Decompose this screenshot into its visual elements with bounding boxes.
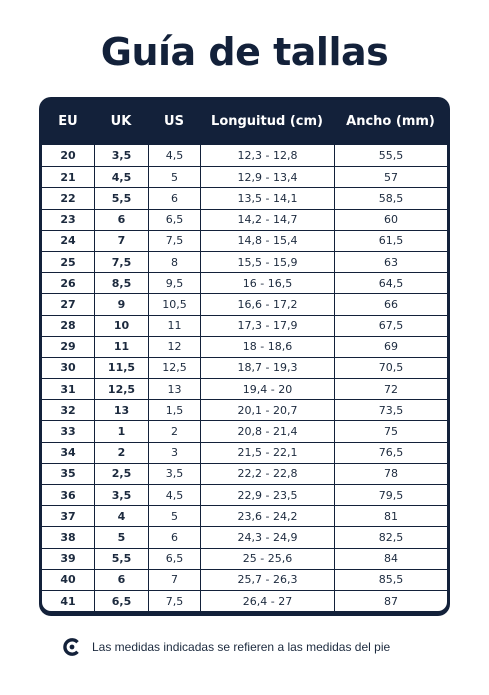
- cell-us: 8: [148, 252, 200, 272]
- cell-eu: 39: [60, 552, 76, 566]
- cell-length: 16 - 16,5: [200, 273, 334, 293]
- cell-eu: 31: [60, 382, 76, 396]
- cell-eu: 33: [60, 425, 76, 439]
- cell-eu: 36: [60, 488, 76, 502]
- cell-eu: 38: [60, 530, 76, 544]
- cell-us: 5: [148, 506, 200, 526]
- cell-length: 13,5 - 14,1: [200, 188, 334, 208]
- cell-eu: 26: [60, 276, 76, 290]
- cell-uk: 11,5: [94, 358, 148, 378]
- cell-us: 13: [148, 379, 200, 399]
- cell-width: 64,5: [334, 273, 447, 293]
- table-row: [42, 357, 447, 378]
- cell-uk: 6: [94, 570, 148, 590]
- cell-eu: 29: [60, 340, 76, 354]
- cell-uk: 8,5: [94, 273, 148, 293]
- cell-eu: 30: [60, 361, 76, 375]
- cell-length: 21,5 - 22,1: [200, 443, 334, 463]
- cell-width: 85,5: [334, 570, 447, 590]
- cell-uk: 2: [94, 443, 148, 463]
- header-us: US: [164, 113, 184, 129]
- table-row: [42, 230, 447, 251]
- table-row: [42, 187, 447, 208]
- header-length: Longuitud (cm): [211, 113, 323, 129]
- cell-uk: 3,5: [94, 145, 148, 166]
- cell-length: 12,3 - 12,8: [200, 145, 334, 166]
- cell-length: 14,8 - 15,4: [200, 231, 334, 251]
- cell-eu: 32: [60, 403, 76, 417]
- brand-c-icon: [62, 637, 82, 657]
- cell-eu: 41: [60, 594, 76, 608]
- cell-eu: 21: [60, 170, 76, 184]
- cell-uk: 2,5: [94, 464, 148, 484]
- cell-eu: 28: [60, 319, 76, 333]
- footer-text: Las medidas indicadas se refieren a las medidas del pie: [92, 640, 391, 654]
- cell-eu: 35: [60, 467, 76, 481]
- cell-width: 70,5: [334, 358, 447, 378]
- table-row: [42, 166, 447, 187]
- cell-uk: 11: [94, 337, 148, 357]
- table-row: [42, 442, 447, 463]
- cell-width: 63: [334, 252, 447, 272]
- cell-width: 67,5: [334, 316, 447, 336]
- table-row: [42, 315, 447, 336]
- cell-eu: 22: [60, 191, 76, 205]
- table-row: [42, 336, 447, 357]
- cell-width: 76,5: [334, 443, 447, 463]
- cell-us: 1,5: [148, 400, 200, 420]
- cell-us: 4,5: [148, 145, 200, 166]
- cell-width: 69: [334, 337, 447, 357]
- cell-us: 3,5: [148, 464, 200, 484]
- size-table: [39, 97, 450, 616]
- cell-uk: 5,5: [94, 188, 148, 208]
- cell-us: 11: [148, 316, 200, 336]
- table-row: [42, 590, 447, 611]
- cell-us: 12,5: [148, 358, 200, 378]
- cell-us: 10,5: [148, 294, 200, 314]
- cell-eu: 37: [60, 509, 76, 523]
- cell-length: 18 - 18,6: [200, 337, 334, 357]
- cell-width: 58,5: [334, 188, 447, 208]
- cell-us: 2: [148, 421, 200, 441]
- header-eu: EU: [58, 113, 78, 129]
- cell-eu: 25: [60, 255, 76, 269]
- footer-note: [62, 637, 390, 657]
- cell-width: 84: [334, 549, 447, 569]
- cell-us: 6,5: [148, 210, 200, 230]
- cell-eu: 34: [60, 446, 76, 460]
- cell-width: 78: [334, 464, 447, 484]
- cell-uk: 5: [94, 527, 148, 547]
- cell-us: 6,5: [148, 549, 200, 569]
- cell-us: 12: [148, 337, 200, 357]
- cell-us: 5: [148, 167, 200, 187]
- cell-uk: 13: [94, 400, 148, 420]
- cell-eu: 40: [60, 573, 76, 587]
- cell-width: 55,5: [334, 145, 447, 166]
- table-row: [42, 145, 447, 166]
- cell-width: 57: [334, 167, 447, 187]
- cell-us: 7,5: [148, 231, 200, 251]
- cell-width: 79,5: [334, 485, 447, 505]
- cell-uk: 1: [94, 421, 148, 441]
- cell-uk: 6: [94, 210, 148, 230]
- table-row: [42, 251, 447, 272]
- page-title: Guía de tallas: [100, 30, 389, 74]
- cell-length: 19,4 - 20: [200, 379, 334, 399]
- table-row: [42, 526, 447, 547]
- cell-uk: 7: [94, 231, 148, 251]
- cell-length: 23,6 - 24,2: [200, 506, 334, 526]
- cell-length: 16,6 - 17,2: [200, 294, 334, 314]
- cell-uk: 7,5: [94, 252, 148, 272]
- cell-uk: 5,5: [94, 549, 148, 569]
- cell-length: 25 - 25,6: [200, 549, 334, 569]
- cell-us: 7: [148, 570, 200, 590]
- table-header: [42, 97, 447, 145]
- cell-length: 20,1 - 20,7: [200, 400, 334, 420]
- cell-width: 66: [334, 294, 447, 314]
- cell-width: 81: [334, 506, 447, 526]
- cell-width: 87: [334, 591, 447, 611]
- table-row: [42, 378, 447, 399]
- cell-width: 75: [334, 421, 447, 441]
- cell-length: 12,9 - 13,4: [200, 167, 334, 187]
- cell-uk: 4: [94, 506, 148, 526]
- cell-uk: 10: [94, 316, 148, 336]
- cell-width: 82,5: [334, 527, 447, 547]
- cell-width: 72: [334, 379, 447, 399]
- cell-length: 24,3 - 24,9: [200, 527, 334, 547]
- cell-eu: 27: [60, 297, 76, 311]
- cell-uk: 6,5: [94, 591, 148, 611]
- cell-eu: 20: [60, 149, 76, 163]
- cell-length: 18,7 - 19,3: [200, 358, 334, 378]
- cell-length: 20,8 - 21,4: [200, 421, 334, 441]
- table-row: [42, 484, 447, 505]
- table-row: [42, 293, 447, 314]
- table-row: [42, 569, 447, 590]
- cell-length: 22,9 - 23,5: [200, 485, 334, 505]
- table-row: [42, 548, 447, 569]
- table-row: [42, 463, 447, 484]
- cell-us: 9,5: [148, 273, 200, 293]
- cell-length: 17,3 - 17,9: [200, 316, 334, 336]
- cell-us: 6: [148, 188, 200, 208]
- cell-eu: 23: [60, 213, 76, 227]
- cell-length: 14,2 - 14,7: [200, 210, 334, 230]
- cell-uk: 3,5: [94, 485, 148, 505]
- table-row: [42, 420, 447, 441]
- cell-us: 6: [148, 527, 200, 547]
- cell-width: 60: [334, 210, 447, 230]
- cell-eu: 24: [60, 234, 76, 248]
- table-body: [42, 145, 447, 611]
- cell-width: 61,5: [334, 231, 447, 251]
- cell-length: 22,2 - 22,8: [200, 464, 334, 484]
- cell-us: 3: [148, 443, 200, 463]
- cell-us: 7,5: [148, 591, 200, 611]
- cell-us: 4,5: [148, 485, 200, 505]
- cell-length: 26,4 - 27: [200, 591, 334, 611]
- cell-uk: 12,5: [94, 379, 148, 399]
- cell-width: 73,5: [334, 400, 447, 420]
- header-uk: UK: [110, 113, 132, 129]
- cell-uk: 9: [94, 294, 148, 314]
- cell-length: 15,5 - 15,9: [200, 252, 334, 272]
- table-row: [42, 272, 447, 293]
- table-row: [42, 505, 447, 526]
- cell-uk: 4,5: [94, 167, 148, 187]
- table-row: [42, 209, 447, 230]
- cell-length: 25,7 - 26,3: [200, 570, 334, 590]
- table-row: [42, 399, 447, 420]
- header-width: Ancho (mm): [346, 113, 435, 129]
